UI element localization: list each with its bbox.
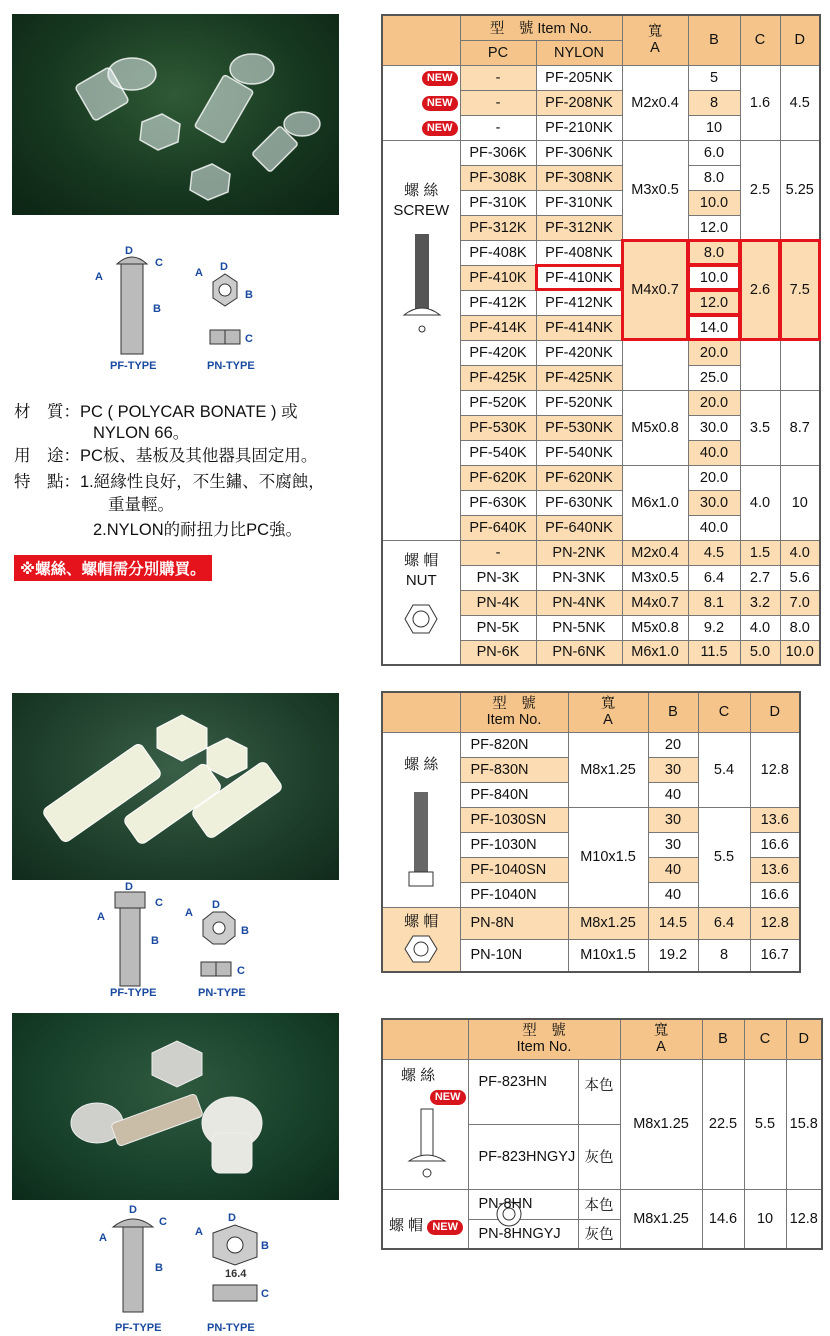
cell: M8x1.25 <box>568 907 648 939</box>
screw-en-label: SCREW <box>393 201 450 219</box>
cell: 本色 <box>578 1189 620 1219</box>
pf-pn-diagram-1 <box>85 242 285 377</box>
cell: PN-8HN <box>468 1189 578 1219</box>
cell: 30.0 <box>688 415 740 440</box>
hdr-c: C <box>744 1019 786 1059</box>
cell: 16.7 <box>750 939 800 971</box>
cell: 5.4 <box>698 732 750 807</box>
pn-type-label: PN-TYPE <box>207 360 255 372</box>
new-badge: NEW <box>430 1090 466 1105</box>
cell: - <box>460 90 536 115</box>
pf-pn-diagram-2 <box>85 880 285 1000</box>
svg-text:D: D <box>125 881 133 893</box>
cell: 8.0 <box>688 165 740 190</box>
cell: 6.4 <box>698 907 750 939</box>
material-line-2: NYLON 66。 <box>93 424 190 442</box>
cell: 10 <box>744 1189 786 1249</box>
cell: 14.6 <box>702 1189 744 1249</box>
cell: M6x1.0 <box>622 640 688 665</box>
hdr-nylon: NYLON <box>536 40 622 65</box>
cell: PF-1030SN <box>460 807 568 832</box>
cell: 4.0 <box>780 540 820 565</box>
cell: PF-310NK <box>536 190 622 215</box>
hdr-b: B <box>648 692 698 732</box>
cell: 9.2 <box>688 615 740 640</box>
table-hn-series <box>381 1018 823 1250</box>
cell: PF-540NK <box>536 440 622 465</box>
cell: M5x0.8 <box>622 615 688 640</box>
cell: 30 <box>648 757 698 782</box>
cell: PF-640NK <box>536 515 622 540</box>
cell: 8.0 <box>780 615 820 640</box>
cell: M8x1.25 <box>620 1059 702 1189</box>
cell: 20.0 <box>688 340 740 365</box>
hdr-width: 寬 <box>647 24 663 41</box>
cell: PF-306K <box>460 140 536 165</box>
cell: PF-408K <box>460 240 536 265</box>
cell: 10 <box>688 115 740 140</box>
cell: PN-5K <box>460 615 536 640</box>
cell: 2.5 <box>740 140 780 240</box>
hdr-b: B <box>688 15 740 65</box>
hdr-width: 寬 <box>600 696 616 713</box>
cell: 12.0 <box>688 215 740 240</box>
cell: PF-412K <box>460 290 536 315</box>
svg-text:C: C <box>261 1288 269 1300</box>
svg-text:C: C <box>155 897 163 909</box>
cell: M2x0.4 <box>622 540 688 565</box>
cell: 22.5 <box>702 1059 744 1189</box>
cell: 6.4 <box>688 565 740 590</box>
cell: PN-4NK <box>536 590 622 615</box>
cell: PF-312NK <box>536 215 622 240</box>
warning-banner: ※螺絲、螺帽需分別購買。 <box>14 555 212 581</box>
cell: PF-425NK <box>536 365 622 390</box>
new-badge: NEW <box>422 96 458 111</box>
cell: PF-840N <box>460 782 568 807</box>
svg-text:D: D <box>228 1212 236 1224</box>
cell: PF-530K <box>460 415 536 440</box>
cell: PN-10N <box>460 939 568 971</box>
cell: 6.0 <box>688 140 740 165</box>
cell: PF-210NK <box>536 115 622 140</box>
cell: 3.5 <box>740 390 780 465</box>
cell: 19.2 <box>648 939 698 971</box>
cell: 7.0 <box>780 590 820 615</box>
svg-text:B: B <box>151 935 159 947</box>
cell: M5x0.8 <box>622 390 688 465</box>
cell: PF-520NK <box>536 390 622 415</box>
svg-text:D: D <box>125 245 133 257</box>
cell: PF-425K <box>460 365 536 390</box>
cell: 8 <box>688 90 740 115</box>
cell: 30.0 <box>688 490 740 515</box>
cell: PF-308K <box>460 165 536 190</box>
pn-type-label-2: PN-TYPE <box>198 987 246 999</box>
cell: 20 <box>648 732 698 757</box>
cell: PF-640K <box>460 515 536 540</box>
cell: 40 <box>648 857 698 882</box>
nut-label-3: 螺 帽 <box>389 1216 424 1234</box>
usage-line <box>14 444 317 468</box>
svg-text:C: C <box>237 965 245 977</box>
cell: 5.0 <box>740 640 780 665</box>
cell: 1.5 <box>740 540 780 565</box>
cell: 16.6 <box>750 882 800 907</box>
cell: 1.6 <box>740 65 780 140</box>
svg-text:B: B <box>245 289 253 301</box>
nut-icon <box>399 599 443 639</box>
svg-text:C: C <box>245 333 253 345</box>
cell: PF-412NK <box>536 290 622 315</box>
cell: 16.6 <box>750 832 800 857</box>
cell: PF-310K <box>460 190 536 215</box>
cell: PF-205NK <box>536 65 622 90</box>
cell: PF-820N <box>460 732 568 757</box>
hdr-a: A <box>603 712 613 729</box>
svg-text:D: D <box>212 899 220 911</box>
nut-label: 螺 帽 <box>404 551 439 569</box>
material-value: PC ( POLYCAR BONATE ) 或 <box>80 403 298 421</box>
pn-type-label-3: PN-TYPE <box>207 1322 255 1334</box>
cell: PF-308NK <box>536 165 622 190</box>
hdr-item: Item No. <box>486 712 542 729</box>
cell: M6x1.0 <box>622 465 688 540</box>
cell: PF-823HNGYJ <box>468 1124 578 1189</box>
usage-value: PC板、基板及其他器具固定用。 <box>80 447 318 465</box>
svg-text:B: B <box>155 1262 163 1274</box>
nut-en-label: NUT <box>405 571 437 589</box>
cell: M10x1.5 <box>568 807 648 907</box>
cell: 2.6 <box>740 240 780 340</box>
cell: 11.5 <box>688 640 740 665</box>
svg-text:B: B <box>261 1240 269 1252</box>
cell: 14.0 <box>688 315 740 340</box>
cell: PN-6NK <box>536 640 622 665</box>
cell: 本色 <box>578 1059 620 1124</box>
cell: M10x1.5 <box>568 939 648 971</box>
hdr-d: D <box>786 1019 822 1059</box>
cell: PF-408NK <box>536 240 622 265</box>
cell: 20.0 <box>688 390 740 415</box>
cell: 10 <box>780 465 820 540</box>
cell: 8.7 <box>780 390 820 465</box>
cell: 2.7 <box>740 565 780 590</box>
cell: PF-1040N <box>460 882 568 907</box>
cell: PF-420K <box>460 340 536 365</box>
cell: 25.0 <box>688 365 740 390</box>
cell: PF-520K <box>460 390 536 415</box>
svg-text:D: D <box>129 1205 137 1216</box>
cell: M3x0.5 <box>622 140 688 240</box>
cell: M4x0.7 <box>622 590 688 615</box>
cell: 10.0 <box>688 190 740 215</box>
product-photo-clear-screws <box>12 14 339 215</box>
cell: PN-5NK <box>536 615 622 640</box>
cell: 12.8 <box>750 907 800 939</box>
cell: 40 <box>648 882 698 907</box>
feature-line <box>14 470 325 494</box>
svg-text:D: D <box>220 261 228 273</box>
cell: PF-208NK <box>536 90 622 115</box>
nut-icon-2 <box>399 931 443 967</box>
feature-value: 1.絕緣性良好，不生鏽、不腐蝕， <box>80 473 325 491</box>
cell: 5.5 <box>698 807 750 907</box>
cell: PN-8HNGYJ <box>468 1219 578 1249</box>
cell: PF-414K <box>460 315 536 340</box>
cell: 12.0 <box>688 290 740 315</box>
cell: 4.5 <box>688 540 740 565</box>
cell: PF-1040SN <box>460 857 568 882</box>
cell: 4.0 <box>740 615 780 640</box>
hdr-a: A <box>656 1039 666 1056</box>
cell: 30 <box>648 807 698 832</box>
cell: PF-306NK <box>536 140 622 165</box>
table-nylon-large <box>381 691 801 973</box>
cell: - <box>460 540 536 565</box>
cell: PF-312K <box>460 215 536 240</box>
feature-line-2: 重量輕。 <box>108 496 174 514</box>
cell: PN-3NK <box>536 565 622 590</box>
hdr-c: C <box>740 15 780 65</box>
cell: 30 <box>648 832 698 857</box>
cell: 40.0 <box>688 515 740 540</box>
cell: PF-410NK <box>536 265 622 290</box>
usage-key: 用 途： <box>14 447 80 465</box>
cell: 灰色 <box>578 1124 620 1189</box>
hdr-width: 寬 <box>653 1023 669 1040</box>
pf-pn-diagram-3 <box>85 1205 285 1335</box>
cell: 4.0 <box>740 465 780 540</box>
svg-text:A: A <box>97 911 105 923</box>
hdr-item: Item No. <box>516 1039 572 1056</box>
cell: M3x0.5 <box>622 565 688 590</box>
table-pc-nylon <box>381 14 821 666</box>
svg-text:C: C <box>155 257 163 269</box>
cell: PF-630K <box>460 490 536 515</box>
product-photo-nylon-bolts <box>12 693 339 880</box>
cell: M2x0.4 <box>622 65 688 140</box>
svg-text:C: C <box>159 1216 167 1228</box>
cell: 10.0 <box>780 640 820 665</box>
hdr-d: D <box>750 692 800 732</box>
cell: M4x0.7 <box>622 240 688 340</box>
cell: 10.0 <box>688 265 740 290</box>
cell: PF-620K <box>460 465 536 490</box>
screw-icon <box>396 229 446 349</box>
svg-text:B: B <box>241 925 249 937</box>
cell: 5 <box>688 65 740 90</box>
hdr-pc: PC <box>460 40 536 65</box>
hdr-type: 型 號 <box>492 696 536 713</box>
screw-label: 螺 絲 <box>404 181 439 199</box>
cell: PF-630NK <box>536 490 622 515</box>
cell: 13.6 <box>750 807 800 832</box>
diagram-width-label: 16.4 <box>225 1268 247 1280</box>
pf-type-label: PF-TYPE <box>110 360 157 372</box>
cell: 5.6 <box>780 565 820 590</box>
cell: PN-8N <box>460 907 568 939</box>
screw-icon-2 <box>399 784 443 894</box>
cell: PN-2NK <box>536 540 622 565</box>
hdr-c: C <box>698 692 750 732</box>
cell: 12.8 <box>786 1189 822 1249</box>
cell: 3.2 <box>740 590 780 615</box>
svg-text:A: A <box>99 1232 107 1244</box>
cell: 12.8 <box>750 732 800 807</box>
pf-type-label-3: PF-TYPE <box>115 1322 162 1334</box>
cell: 8 <box>698 939 750 971</box>
cell: 20.0 <box>688 465 740 490</box>
hdr-a: A <box>650 40 660 57</box>
cell: 15.8 <box>786 1059 822 1189</box>
cell: PF-620NK <box>536 465 622 490</box>
new-badge: NEW <box>422 121 458 136</box>
hdr-d: D <box>780 15 820 65</box>
screw-icon-3 <box>405 1105 449 1185</box>
cell: PF-420NK <box>536 340 622 365</box>
screw-label-2: 螺 絲 <box>404 755 439 773</box>
cell: 13.6 <box>750 857 800 882</box>
pf-type-label-2: PF-TYPE <box>110 987 157 999</box>
hdr-type: 型 號 <box>522 1023 566 1040</box>
hdr-b: B <box>702 1019 744 1059</box>
new-badge: NEW <box>422 71 458 86</box>
cell: PF-823HN <box>468 1059 578 1124</box>
cell: PN-3K <box>460 565 536 590</box>
cell: 8.1 <box>688 590 740 615</box>
hdr-item-no: 型 號 Item No. <box>460 15 622 40</box>
nut-label-2: 螺 帽 <box>404 912 439 930</box>
svg-text:A: A <box>195 267 203 279</box>
cell: 8.0 <box>688 240 740 265</box>
cell: PF-1030N <box>460 832 568 857</box>
feature-line-3: 2.NYLON的耐扭力比PC強。 <box>93 521 303 539</box>
svg-text:B: B <box>153 303 161 315</box>
cell: PF-830N <box>460 757 568 782</box>
cell: 4.5 <box>780 65 820 140</box>
cell: PF-530NK <box>536 415 622 440</box>
cell: M8x1.25 <box>568 732 648 807</box>
cell: 14.5 <box>648 907 698 939</box>
cell: 5.25 <box>780 140 820 240</box>
cell: 灰色 <box>578 1219 620 1249</box>
cell: - <box>460 115 536 140</box>
svg-text:A: A <box>195 1226 203 1238</box>
cell: M8x1.25 <box>620 1189 702 1249</box>
cell: 40 <box>648 782 698 807</box>
cell: PF-410K <box>460 265 536 290</box>
screw-label-3: 螺 絲 <box>401 1066 436 1084</box>
cell: 5.5 <box>744 1059 786 1189</box>
cell: - <box>460 65 536 90</box>
cell: PN-4K <box>460 590 536 615</box>
new-badge: NEW <box>427 1220 463 1235</box>
feature-key: 特 點： <box>14 473 80 491</box>
svg-text:A: A <box>95 271 103 283</box>
product-photo-grey-bolts <box>12 1013 339 1200</box>
cell: 7.5 <box>780 240 820 340</box>
cell: PF-540K <box>460 440 536 465</box>
cell: PF-414NK <box>536 315 622 340</box>
svg-text:A: A <box>185 907 193 919</box>
cell: PN-6K <box>460 640 536 665</box>
material-key: 材 質： <box>14 403 80 421</box>
cell: 40.0 <box>688 440 740 465</box>
